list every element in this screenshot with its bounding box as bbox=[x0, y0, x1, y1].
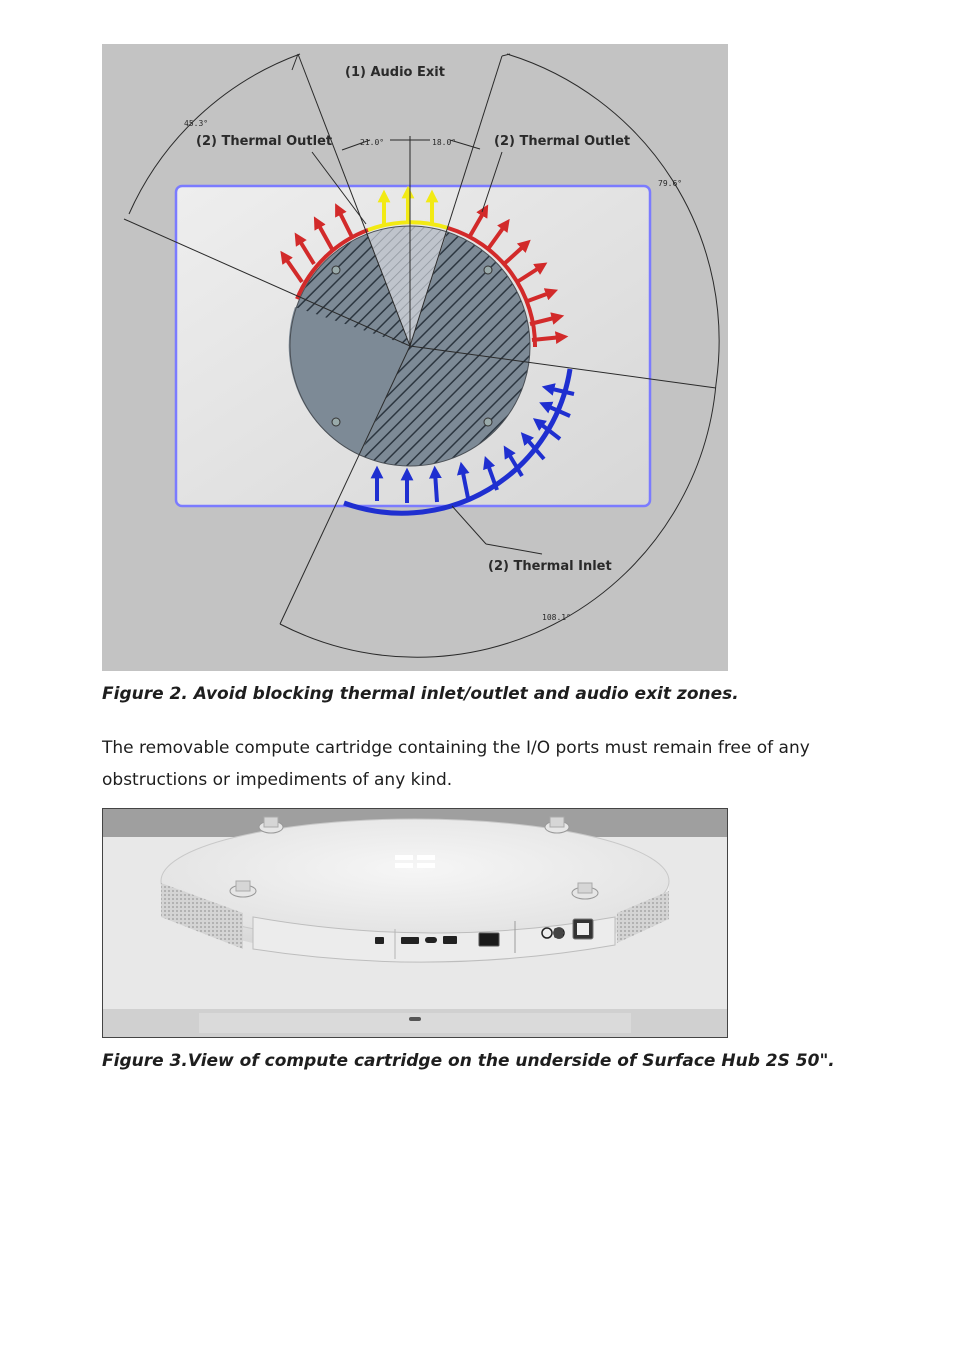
thermal-zones-diagram bbox=[102, 44, 728, 671]
usb-a-port bbox=[443, 936, 457, 944]
thermal-zones-figure bbox=[102, 44, 728, 671]
usb-c-port bbox=[425, 937, 437, 943]
body-paragraph: The removable compute cartridge containing the I/O ports must remain free of any obstructions or impediments of any kind. bbox=[102, 738, 810, 790]
compute-cartridge-figure bbox=[102, 808, 728, 1038]
compute-cartridge-illustration bbox=[103, 809, 727, 1037]
angle-21-label: 21.0° bbox=[360, 138, 385, 147]
thermal-outlet-left-label: (2) Thermal Outlet bbox=[196, 134, 333, 149]
ethernet-port bbox=[479, 933, 499, 946]
angle-18-label: 18.0° bbox=[432, 138, 457, 147]
angle-108-label: 108.1° bbox=[542, 613, 571, 622]
thermal-outlet-right-label: (2) Thermal Outlet bbox=[494, 134, 631, 149]
hdmi-port bbox=[401, 937, 419, 944]
angle-45-label: 45.3° bbox=[184, 119, 209, 128]
figure-3-caption: Figure 3.View of compute cartridge on the underside of Surface Hub 2S 50". bbox=[102, 1051, 835, 1071]
audio-exit-label: (1) Audio Exit bbox=[345, 65, 445, 80]
figure-2-caption: Figure 2. Avoid blocking thermal inlet/outlet and audio exit zones. bbox=[102, 684, 739, 704]
mini-displayport bbox=[375, 937, 384, 944]
thermal-inlet-label: (2) Thermal Inlet bbox=[488, 559, 612, 574]
angle-79-label: 79.6° bbox=[658, 179, 683, 188]
